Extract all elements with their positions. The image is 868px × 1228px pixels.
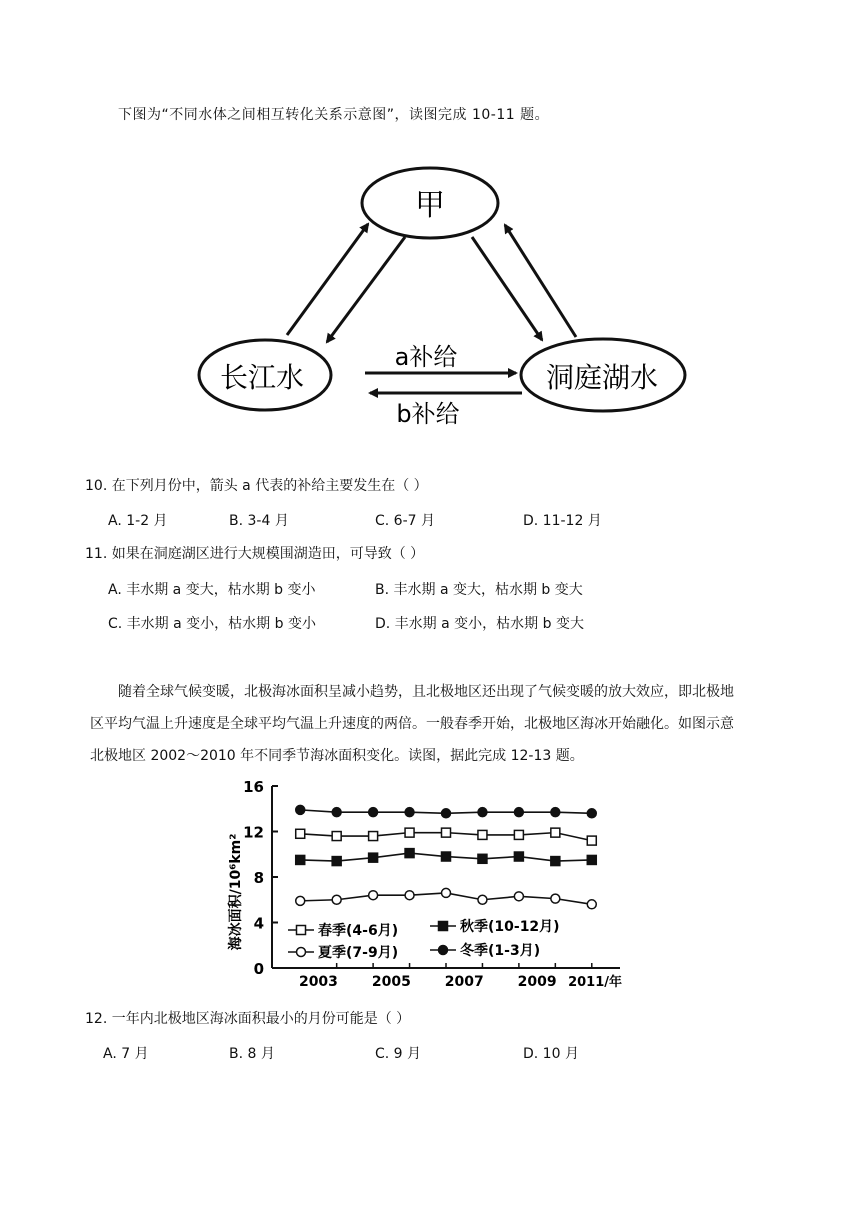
data-point — [369, 853, 378, 862]
data-point — [332, 808, 341, 817]
q11-option-d: D. 丰水期 a 变小，枯水期 b 变大 — [375, 616, 584, 632]
chart-ylabel: 海冰面积/10⁶km² — [228, 833, 244, 951]
legend-marker — [297, 926, 306, 935]
data-point — [405, 849, 414, 858]
x-axis-end-label: 2011/年 — [568, 975, 622, 990]
x-tick-label: 2009 — [517, 974, 557, 990]
x-tick-label: 2005 — [371, 974, 411, 990]
intro2-line-1: 随着全球气候变暖，北极海冰面积呈减小趋势，且北极地区还出现了气候变暖的放大效应，即北极地 — [118, 684, 734, 700]
data-point — [405, 808, 414, 817]
arrow-top-to-right — [472, 237, 542, 340]
arrow-left-to-top — [287, 224, 368, 335]
arrow-right-to-top — [505, 225, 576, 337]
data-point — [587, 900, 596, 909]
q12-option-a: A. 7 月 — [103, 1046, 149, 1062]
y-tick-label: 16 — [243, 778, 264, 796]
q12-option-c: C. 9 月 — [375, 1046, 422, 1062]
q12-option-b: B. 8 月 — [229, 1046, 275, 1062]
legend-marker — [439, 946, 448, 955]
data-point — [442, 852, 451, 861]
node-right-label: 洞庭湖水 — [545, 361, 659, 394]
data-point — [514, 852, 523, 861]
data-point — [551, 828, 560, 837]
x-tick-label: 2003 — [298, 974, 338, 990]
data-point — [332, 832, 341, 841]
intro2-line-2: 区平均气温上升速度是全球平均气温上升速度的两倍。一般春季开始，北极地区海冰开始融化。如图示意 — [90, 716, 734, 732]
data-point — [442, 888, 451, 897]
q11-stem: 11. 如果在洞庭湖区进行大规模围湖造田，可导致（ ） — [85, 546, 425, 562]
data-point — [369, 808, 378, 817]
data-point — [369, 832, 378, 841]
sea-ice-chart — [220, 772, 640, 997]
data-point — [514, 892, 523, 901]
arrow-b-label: b补给 — [396, 400, 460, 428]
data-point — [296, 855, 305, 864]
q10-option-b: B. 3-4 月 — [229, 513, 289, 529]
legend-label: 夏季(7-9月) — [318, 945, 399, 961]
data-point — [442, 809, 451, 818]
legend-marker — [297, 948, 306, 957]
intro-text-1: 下图为“不同水体之间相互转化关系示意图”，读图完成 10-11 题。 — [118, 107, 550, 123]
data-point — [442, 828, 451, 837]
q10-option-d: D. 11-12 月 — [523, 513, 602, 529]
data-point — [478, 895, 487, 904]
data-point — [332, 857, 341, 866]
data-point — [514, 808, 523, 817]
water-cycle-diagram — [180, 160, 700, 440]
legend-label: 春季(4-6月) — [318, 923, 399, 939]
node-left-label: 长江水 — [219, 361, 305, 394]
q11-option-a: A. 丰水期 a 变大，枯水期 b 变小 — [108, 582, 316, 598]
y-tick-label: 8 — [253, 869, 264, 887]
data-point — [369, 891, 378, 900]
data-point — [405, 828, 414, 837]
arrow-a-label: a补给 — [394, 343, 458, 371]
legend-label: 秋季(10-12月) — [460, 919, 560, 935]
q10-stem: 10. 在下列月份中，箭头 a 代表的补给主要发生在（ ） — [85, 478, 428, 494]
y-tick-label: 0 — [253, 960, 264, 978]
intro2-line-3: 北极地区 2002～2010 年不同季节海冰面积变化。读图，据此完成 12-13 题。 — [90, 748, 584, 764]
data-point — [332, 895, 341, 904]
q11-option-b: B. 丰水期 a 变大，枯水期 b 变大 — [375, 582, 583, 598]
q12-option-d: D. 10 月 — [523, 1046, 579, 1062]
y-tick-label: 12 — [243, 823, 264, 842]
data-point — [587, 809, 596, 818]
q11-option-c: C. 丰水期 a 变小，枯水期 b 变小 — [108, 616, 316, 632]
data-point — [587, 855, 596, 864]
data-point — [551, 857, 560, 866]
data-point — [478, 808, 487, 817]
x-tick-label: 2007 — [444, 974, 484, 990]
data-point — [587, 836, 596, 845]
q12-stem: 12. 一年内北极地区海冰面积最小的月份可能是（ ） — [85, 1011, 411, 1027]
data-point — [551, 894, 560, 903]
data-point — [296, 805, 305, 814]
y-tick-label: 4 — [253, 914, 264, 933]
legend-label: 冬季(1-3月) — [460, 943, 541, 959]
data-point — [514, 830, 523, 839]
legend-marker — [439, 922, 448, 931]
data-point — [296, 896, 305, 905]
data-point — [296, 829, 305, 838]
node-top-label: 甲 — [415, 188, 445, 223]
q10-option-c: C. 6-7 月 — [375, 513, 435, 529]
data-point — [478, 854, 487, 863]
data-point — [551, 808, 560, 817]
intro-paragraph-2 — [90, 676, 790, 772]
data-point — [478, 830, 487, 839]
q10-option-a: A. 1-2 月 — [108, 513, 168, 529]
data-point — [405, 891, 414, 900]
arrow-top-to-left — [327, 237, 405, 342]
